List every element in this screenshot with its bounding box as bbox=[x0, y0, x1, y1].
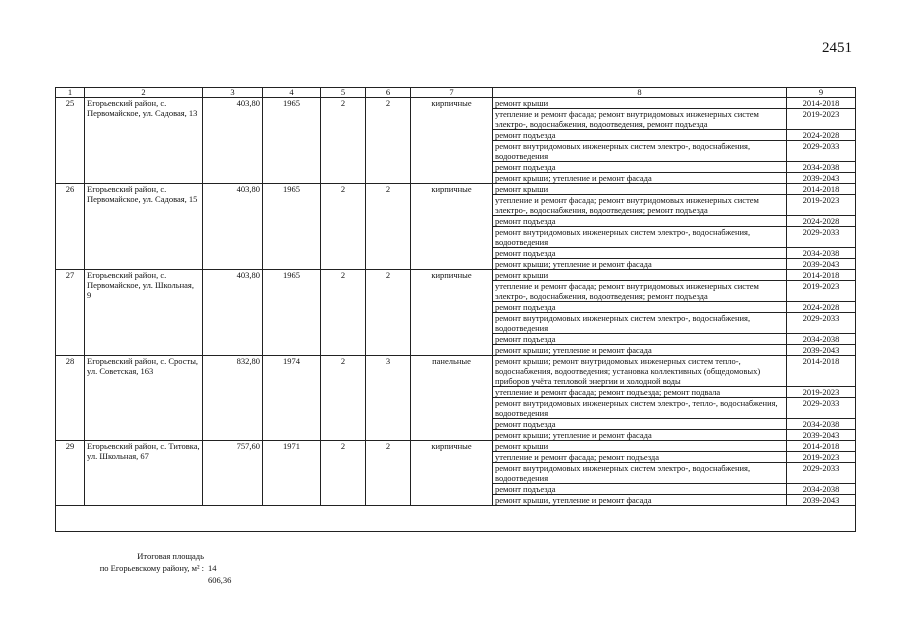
column-number-7: 7 bbox=[411, 88, 493, 98]
totals-row bbox=[56, 506, 856, 532]
repair-period-cell: 2029-2033 bbox=[787, 227, 856, 248]
repair-work-cell: ремонт внутридомовых инженерных систем электро-, водоснабжения, водоотведения bbox=[493, 227, 787, 248]
repair-work-cell: ремонт внутридомовых инженерных систем электро-, водоснабжения, водоотведения bbox=[493, 463, 787, 484]
repair-period-cell: 2024-2028 bbox=[787, 216, 856, 227]
address-cell: Егорьевский район, с. Первомайское, ул. Садовая, 13 bbox=[85, 98, 203, 184]
table-row bbox=[56, 98, 856, 109]
address-cell: Егорьевский район, с. Сросты, ул. Советская, 163 bbox=[85, 356, 203, 441]
repair-work-cell: ремонт крыши; утепление и ремонт фасада bbox=[493, 259, 787, 270]
table-header-row bbox=[56, 88, 856, 98]
floors-cell: 2 bbox=[321, 441, 366, 506]
repair-work-cell: ремонт крыши; утепление и ремонт фасада bbox=[493, 173, 787, 184]
repair-work-cell: ремонт крыши bbox=[493, 184, 787, 195]
repair-period-cell: 2014-2018 bbox=[787, 184, 856, 195]
entrances-cell: 3 bbox=[366, 356, 411, 441]
floors-cell: 2 bbox=[321, 356, 366, 441]
repair-work-cell: утепление и ремонт фасада; ремонт внутридомовых инженерных систем электро-, водоснабжения, водоотведения; ремонт подъезда bbox=[493, 195, 787, 216]
repair-period-cell: 2019-2023 bbox=[787, 109, 856, 130]
repair-period-cell: 2014-2018 bbox=[787, 441, 856, 452]
record-number: 28 bbox=[56, 356, 85, 441]
repair-period-cell: 2034-2038 bbox=[787, 334, 856, 345]
year-cell: 1965 bbox=[263, 98, 321, 184]
column-number-4: 4 bbox=[263, 88, 321, 98]
table-row bbox=[56, 356, 856, 387]
area-cell: 403,80 bbox=[203, 270, 263, 356]
wall-material-cell: панельные bbox=[411, 356, 493, 441]
repair-work-cell: ремонт внутридомовых инженерных систем электро-, водоснабжения, водоотведения bbox=[493, 313, 787, 334]
repair-work-cell: ремонт крыши bbox=[493, 270, 787, 281]
floors-cell: 2 bbox=[321, 270, 366, 356]
address-cell: Егорьевский район, с. Первомайское, ул. Садовая, 15 bbox=[85, 184, 203, 270]
repair-period-cell: 2029-2033 bbox=[787, 398, 856, 419]
table-row bbox=[56, 270, 856, 281]
area-cell: 403,80 bbox=[203, 98, 263, 184]
page-number: 2451 bbox=[822, 40, 852, 56]
repair-period-cell: 2034-2038 bbox=[787, 162, 856, 173]
wall-material-cell: кирпичные bbox=[411, 184, 493, 270]
record-number: 26 bbox=[56, 184, 85, 270]
area-cell: 832,80 bbox=[203, 356, 263, 441]
address-cell: Егорьевский район, с. Титовка, ул. Школьная, 67 bbox=[85, 441, 203, 506]
repair-period-cell: 2014-2018 bbox=[787, 270, 856, 281]
repair-period-cell: 2019-2023 bbox=[787, 452, 856, 463]
repair-work-cell: утепление и ремонт фасада; ремонт внутридомовых инженерных систем электро-, водоснабжения, водоотведения; ремонт подъезда bbox=[493, 281, 787, 302]
repair-period-cell: 2039-2043 bbox=[787, 259, 856, 270]
column-number-5: 5 bbox=[321, 88, 366, 98]
repair-period-cell: 2019-2023 bbox=[787, 195, 856, 216]
column-number-9: 9 bbox=[787, 88, 856, 98]
repair-work-cell: ремонт подъезда bbox=[493, 302, 787, 313]
wall-material-cell: кирпичные bbox=[411, 98, 493, 184]
entrances-cell: 2 bbox=[366, 98, 411, 184]
total-area-label-line1: Итоговая площадь bbox=[137, 551, 204, 561]
column-number-1: 1 bbox=[56, 88, 85, 98]
total-area-value: 14 606,36 bbox=[208, 563, 232, 585]
repair-work-cell: ремонт крыши; утепление и ремонт фасада bbox=[493, 345, 787, 356]
repair-period-cell: 2014-2018 bbox=[787, 98, 856, 109]
table-row bbox=[56, 184, 856, 195]
repair-period-cell: 2029-2033 bbox=[787, 463, 856, 484]
repair-work-cell: ремонт крыши bbox=[493, 441, 787, 452]
year-cell: 1965 bbox=[263, 184, 321, 270]
repair-period-cell: 2034-2038 bbox=[787, 248, 856, 259]
area-cell: 757,60 bbox=[203, 441, 263, 506]
column-number-2: 2 bbox=[85, 88, 203, 98]
column-number-8: 8 bbox=[493, 88, 787, 98]
record-number: 27 bbox=[56, 270, 85, 356]
record-number: 25 bbox=[56, 98, 85, 184]
repair-period-cell: 2034-2038 bbox=[787, 419, 856, 430]
entrances-cell: 2 bbox=[366, 270, 411, 356]
total-area-label-line2: по Егорьевскому району, м² : bbox=[99, 563, 204, 573]
entrances-cell: 2 bbox=[366, 184, 411, 270]
repair-period-cell: 2029-2033 bbox=[787, 141, 856, 162]
repair-work-cell: ремонт подъезда bbox=[493, 130, 787, 141]
repair-work-cell: ремонт подъезда bbox=[493, 419, 787, 430]
table-row bbox=[56, 441, 856, 452]
housing-repair-table bbox=[55, 87, 856, 532]
repair-period-cell: 2039-2043 bbox=[787, 345, 856, 356]
repair-work-cell: ремонт крыши, утепление и ремонт фасада bbox=[493, 495, 787, 506]
repair-work-cell: ремонт крыши; ремонт внутридомовых инженерных систем тепло-, водоснабжения, водоотведения; установка коллективных (общедомовых) приборов учёта тепловой энергии и холодной воды bbox=[493, 356, 787, 387]
floors-cell: 2 bbox=[321, 98, 366, 184]
floors-cell: 2 bbox=[321, 184, 366, 270]
wall-material-cell: кирпичные bbox=[411, 441, 493, 506]
repair-period-cell: 2039-2043 bbox=[787, 173, 856, 184]
record-number: 29 bbox=[56, 441, 85, 506]
repair-work-cell: ремонт подъезда bbox=[493, 248, 787, 259]
repair-period-cell: 2034-2038 bbox=[787, 484, 856, 495]
repair-work-cell: ремонт подъезда bbox=[493, 216, 787, 227]
area-cell: 403,80 bbox=[203, 184, 263, 270]
column-number-6: 6 bbox=[366, 88, 411, 98]
repair-work-cell: ремонт крыши bbox=[493, 98, 787, 109]
repair-work-cell: ремонт подъезда bbox=[493, 162, 787, 173]
repair-work-cell: утепление и ремонт фасада; ремонт внутридомовых инженерных систем электро-, водоснабжения, водоотведения, ремонт подъезда bbox=[493, 109, 787, 130]
repair-period-cell: 2029-2033 bbox=[787, 313, 856, 334]
repair-period-cell: 2019-2023 bbox=[787, 281, 856, 302]
repair-work-cell: утепление и ремонт фасада; ремонт подъезда bbox=[493, 452, 787, 463]
wall-material-cell: кирпичные bbox=[411, 270, 493, 356]
repair-period-cell: 2024-2028 bbox=[787, 302, 856, 313]
repair-period-cell: 2024-2028 bbox=[787, 130, 856, 141]
totals-cell bbox=[56, 506, 856, 532]
repair-period-cell: 2039-2043 bbox=[787, 495, 856, 506]
repair-work-cell: ремонт внутридомовых инженерных систем электро-, тепло-, водоснабжения, водоотведения bbox=[493, 398, 787, 419]
year-cell: 1965 bbox=[263, 270, 321, 356]
repair-period-cell: 2014-2018 bbox=[787, 356, 856, 387]
entrances-cell: 2 bbox=[366, 441, 411, 506]
repair-work-cell: ремонт крыши; утепление и ремонт фасада bbox=[493, 430, 787, 441]
repair-period-cell: 2039-2043 bbox=[787, 430, 856, 441]
repair-work-cell: утепление и ремонт фасада; ремонт подъезда; ремонт подвала bbox=[493, 387, 787, 398]
repair-work-cell: ремонт подъезда bbox=[493, 334, 787, 345]
column-number-3: 3 bbox=[203, 88, 263, 98]
address-cell: Егорьевский район, с. Первомайское, ул. Школьная, 9 bbox=[85, 270, 203, 356]
repair-work-cell: ремонт внутридомовых инженерных систем электро-, водоснабжения, водоотведения bbox=[493, 141, 787, 162]
repair-work-cell: ремонт подъезда bbox=[493, 484, 787, 495]
year-cell: 1974 bbox=[263, 356, 321, 441]
year-cell: 1971 bbox=[263, 441, 321, 506]
repair-period-cell: 2019-2023 bbox=[787, 387, 856, 398]
